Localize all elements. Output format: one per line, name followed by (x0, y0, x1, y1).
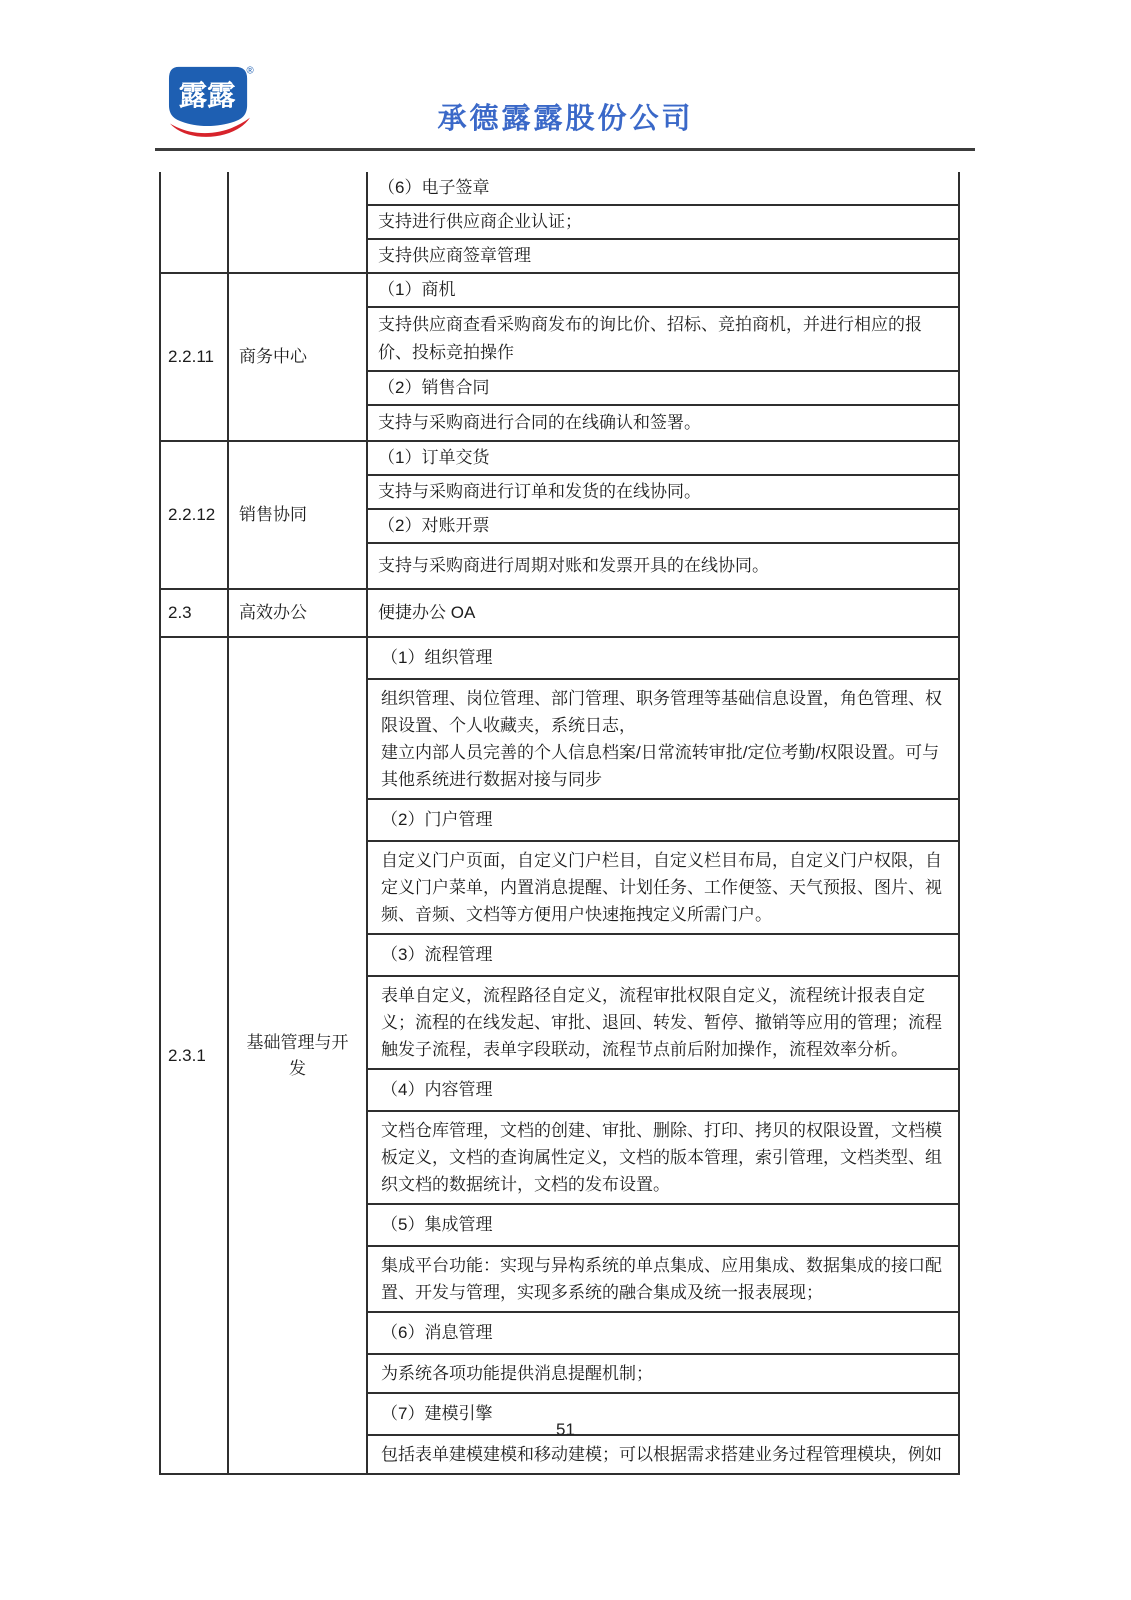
text-line: （1）订单交货 (378, 448, 490, 467)
feature-desc-row (368, 238, 958, 272)
feature-desc-row (368, 1245, 958, 1311)
feature-desc-row (368, 1110, 958, 1203)
feature-item-row (368, 1068, 958, 1110)
section-content (368, 172, 958, 272)
feature-item-row (368, 1311, 958, 1353)
section-number (161, 172, 229, 272)
feature-desc-row (368, 1353, 958, 1392)
section-number: 2.2.12 (161, 442, 229, 588)
section-name: 销售协同 (229, 442, 368, 588)
text-line: 支持与采购商进行周期对账和发票开具的在线协同。 (378, 556, 769, 575)
feature-desc-row (368, 204, 958, 238)
section-name: 商务中心 (229, 274, 368, 440)
feature-desc-row (368, 542, 958, 588)
feature-item-row (368, 442, 958, 474)
feature-item-row (368, 508, 958, 542)
text-line: （1）组织管理 (381, 648, 493, 667)
section-number: 2.3.1 (161, 638, 229, 1473)
header-divider (155, 148, 975, 151)
text-line: 支持与采购商进行订单和发货的在线协同。 (378, 482, 701, 501)
feature-desc-row (368, 678, 958, 798)
feature-item-row (368, 933, 958, 975)
text-line: 支持供应商查看采购商发布的询比价、招标、竞拍商机，并进行相应的报价、投标竞拍操作 (378, 315, 922, 362)
text-line: 自定义门户页面，自定义门户栏目，自定义栏目布局，自定义门户权限，自定义门户菜单，内置消息提醒、计划任务、工作便签、天气预报、图片、视频、音频、文档等方便用户快速拖拽定义所需门户。 (381, 851, 942, 924)
feature-desc-row (368, 975, 958, 1068)
feature-item-row (368, 172, 958, 204)
text-line: 包括表单建模建模和移动建模；可以根据需求搭建业务过程管理模块，例如 (381, 1445, 942, 1464)
text-line: （1）商机 (378, 280, 456, 299)
text-line: 便捷办公 OA (378, 603, 476, 622)
page-title: 承德露露股份公司 (437, 103, 694, 135)
text-line: （6）电子签章 (378, 178, 490, 197)
section-content (368, 274, 958, 440)
text-line: 组织管理、岗位管理、部门管理、职务管理等基础信息设置，角色管理、权限设置、个人收藏夹，系统日志， (381, 689, 942, 735)
text-line: （2）销售合同 (378, 378, 490, 397)
text-line: 文档仓库管理，文档的创建、审批、删除、打印、拷贝的权限设置，文档模板定义，文档的查询属性定义，文档的版本管理，索引管理，文档类型、组织文档的数据统计，文档的发布设置。 (381, 1121, 942, 1194)
section-content (368, 442, 958, 588)
feature-desc-row (368, 840, 958, 933)
section-number: 2.2.11 (161, 274, 229, 440)
text-line: （5）集成管理 (381, 1215, 493, 1234)
feature-item-row (368, 638, 958, 678)
table-section (161, 172, 958, 272)
text-line: （7）建模引擎 (381, 1404, 493, 1423)
feature-item-row (368, 1203, 958, 1245)
feature-item-row (368, 274, 958, 306)
text-line: （6）消息管理 (381, 1323, 493, 1342)
text-line: 支持与采购商进行合同的在线确认和签署。 (378, 413, 701, 432)
spec-table (159, 172, 960, 1475)
table-section (161, 272, 958, 440)
feature-desc-row (368, 306, 958, 370)
registered-trademark-mark: ® (246, 65, 254, 77)
text-line: 支持进行供应商企业认证； (378, 212, 582, 231)
feature-item-row (368, 798, 958, 840)
section-content (368, 638, 958, 1473)
text-line: （3）流程管理 (381, 945, 493, 964)
page-number: 51 (556, 1420, 575, 1439)
text-line: 表单自定义，流程路径自定义，流程审批权限自定义，流程统计报表自定义；流程的在线发起、审批、退回、转发、暂停、撤销等应用的管理；流程触发子流程，表单字段联动，流程节点前后附加操作，流程效率分析。 (381, 986, 942, 1059)
table-section (161, 588, 958, 636)
logo-characters: 露露 (178, 79, 236, 112)
section-name: 基础管理与开发 (229, 638, 368, 1473)
text-line: 为系统各项功能提供消息提醒机制； (381, 1364, 653, 1383)
feature-desc-row (368, 590, 958, 636)
section-number: 2.3 (161, 590, 229, 636)
table-section (161, 440, 958, 588)
table-section (161, 636, 958, 1473)
text-line: （2）门户管理 (381, 810, 493, 829)
text-line: （2）对账开票 (378, 516, 490, 535)
section-content (368, 590, 958, 636)
section-name (229, 172, 368, 272)
text-line: 集成平台功能：实现与异构系统的单点集成、应用集成、数据集成的接口配置、开发与管理，实现多系统的融合集成及统一报表展现； (381, 1256, 942, 1302)
section-name: 高效办公 (229, 590, 368, 636)
feature-item-row (368, 370, 958, 404)
text-line: 支持供应商签章管理 (378, 246, 531, 265)
text-line: （4）内容管理 (381, 1080, 493, 1099)
text-line: 建立内部人员完善的个人信息档案/日常流转审批/定位考勤/权限设置。可与其他系统进行数据对接与同步 (381, 743, 940, 789)
feature-desc-row (368, 404, 958, 440)
feature-desc-row (368, 474, 958, 508)
